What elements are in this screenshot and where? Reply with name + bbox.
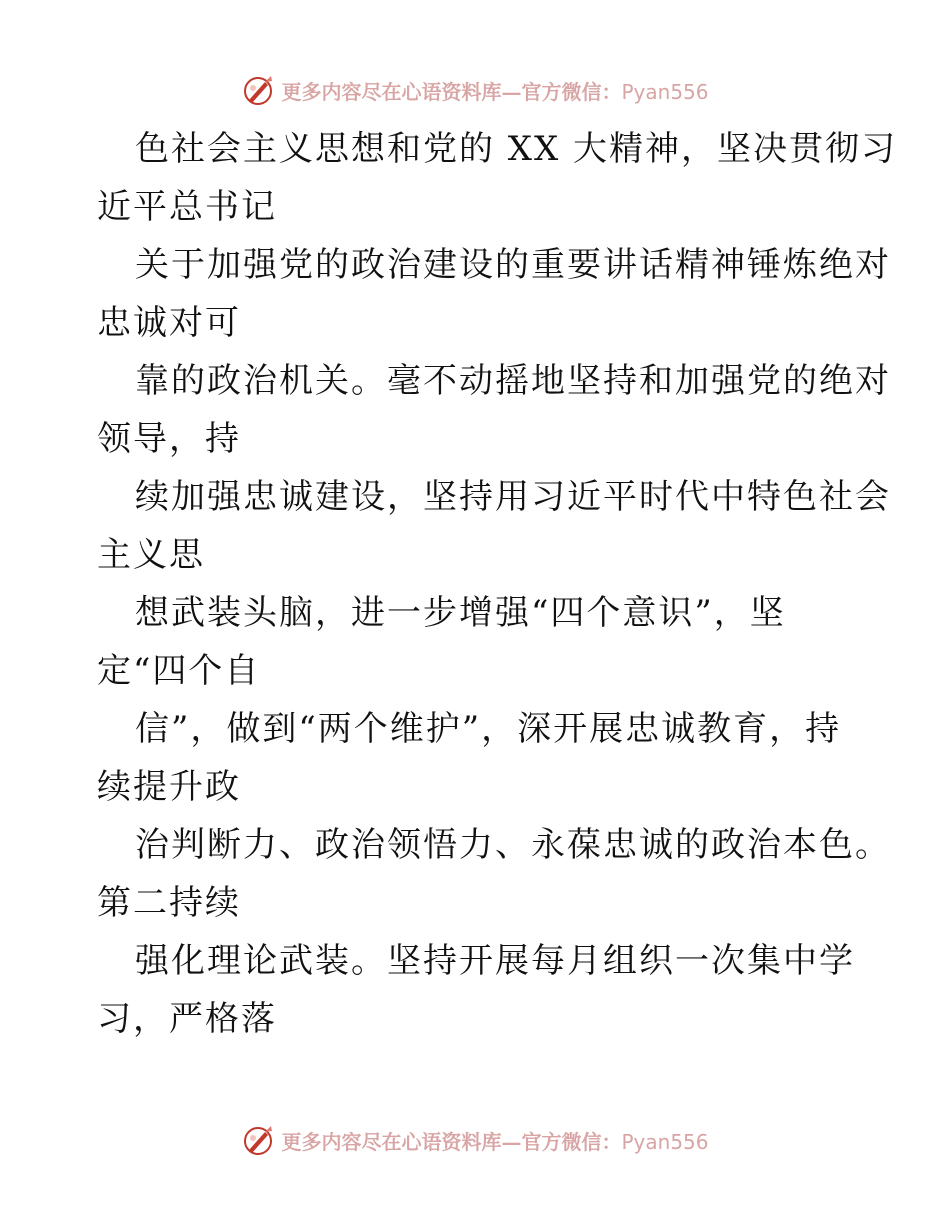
body-line: 习，严格落 [97, 999, 277, 1039]
footer-banner-label [281, 1126, 708, 1155]
body-line: 主义思 [97, 535, 205, 575]
body-line: 续加强忠诚建设，坚持用习近平时代中特色社会 [135, 477, 891, 517]
footer-banner-id: Pyan556 [621, 1129, 709, 1154]
body-line: 第二持续 [97, 883, 241, 923]
header-banner-text: 更多内容尽在心语资料库—官方微信： [281, 79, 622, 104]
body-line: 想武装头脑，进一步增强“四个意识”，坚 [135, 593, 786, 633]
footer-banner [0, 1120, 950, 1160]
header-banner [0, 70, 950, 110]
footer-banner-content [241, 1123, 708, 1157]
header-banner-id: Pyan556 [621, 79, 709, 104]
header-banner-label [281, 76, 708, 105]
body-line: 忠诚对可 [97, 303, 241, 343]
quill-pen-logo-icon [241, 73, 275, 107]
document-body [97, 120, 898, 1048]
body-line: 强化理论武装。坚持开展每月组织一次集中学 [135, 941, 855, 981]
footer-banner-text: 更多内容尽在心语资料库—官方微信： [281, 1129, 622, 1154]
body-line: 色社会主义思想和党的 XX 大精神，坚决贯彻习 [135, 129, 898, 169]
body-line: 靠的政治机关。毫不动摇地坚持和加强党的绝对 [135, 361, 891, 401]
body-line: 关于加强党的政治建设的重要讲话精神锤炼绝对 [135, 245, 891, 285]
header-banner-content [241, 73, 708, 107]
body-line: 治判断力、政治领悟力、永葆忠诚的政治本色。 [135, 825, 891, 865]
quill-pen-logo-icon [241, 1123, 275, 1157]
body-line: 定“四个自 [97, 651, 261, 691]
body-line: 领导，持 [97, 419, 241, 459]
body-line: 续提升政 [97, 767, 241, 807]
body-line: 近平总书记 [97, 187, 277, 227]
body-line: 信”，做到“两个维护”，深开展忠诚教育，持 [135, 709, 842, 749]
